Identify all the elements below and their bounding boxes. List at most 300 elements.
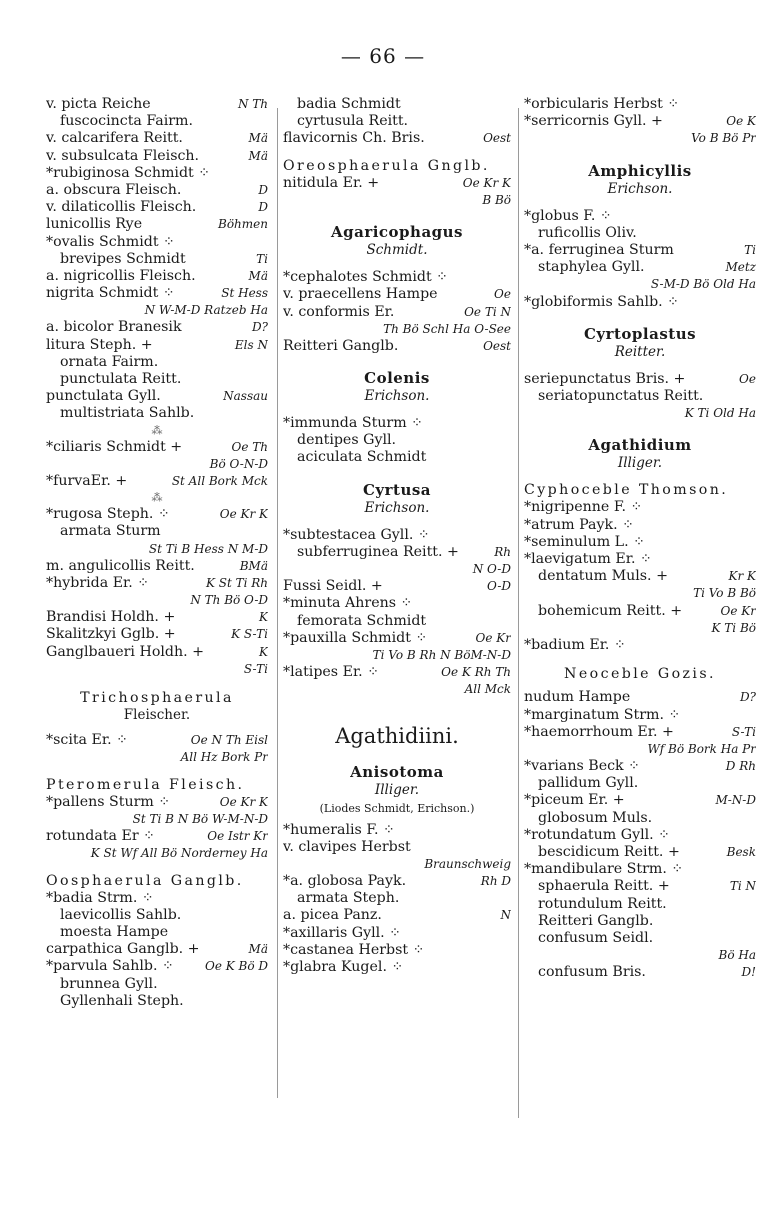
column-3 xyxy=(524,96,756,982)
species-name: femorata Schmidt xyxy=(297,612,427,629)
species-entry xyxy=(283,130,511,147)
species-entry xyxy=(46,924,268,941)
species-entry xyxy=(283,192,511,209)
species-name: seriatopunctatus Reitt. xyxy=(538,387,704,404)
entry-group xyxy=(283,96,511,148)
species-entry xyxy=(46,182,268,199)
species-entry xyxy=(283,822,511,839)
species-entry xyxy=(46,439,268,456)
species-entry xyxy=(46,732,268,749)
species-name: *humeralis F. ⁘ xyxy=(283,821,395,838)
species-name: *varians Beck ⁘ xyxy=(524,758,641,775)
species-entry xyxy=(524,947,756,964)
species-entry xyxy=(46,976,268,993)
distribution-code: K Ti Old Ha xyxy=(684,406,756,421)
species-entry xyxy=(283,925,511,942)
genus-heading: Neoceble Gozis. xyxy=(564,666,716,683)
entry-group xyxy=(283,527,511,699)
species-entry xyxy=(283,647,511,664)
species-name: ornata Fairm. xyxy=(60,353,159,370)
species-entry xyxy=(46,388,268,405)
genus-title: Colenis xyxy=(364,369,430,388)
species-entry xyxy=(46,941,268,958)
species-entry xyxy=(46,626,268,643)
species-name: a. obscura Fleisch. xyxy=(46,181,182,198)
species-name: *rubiginosa Schmidt ⁘ xyxy=(46,164,211,181)
distribution-code: Böhmen xyxy=(218,217,268,232)
species-entry xyxy=(46,268,268,285)
species-entry xyxy=(46,794,268,811)
species-entry xyxy=(46,993,268,1010)
species-entry xyxy=(283,527,511,544)
species-entry xyxy=(524,620,756,637)
species-name: bohemicum Reitt. + xyxy=(538,602,683,619)
column-rule-left xyxy=(277,108,278,1098)
genus-author: Reitter. xyxy=(614,343,666,360)
distribution-code: M-N-D xyxy=(715,793,756,808)
species-entry xyxy=(46,199,268,216)
species-name: fuscocincta Fairm. xyxy=(60,113,194,130)
species-entry xyxy=(46,890,268,907)
species-name: flavicornis Ch. Bris. xyxy=(283,130,425,147)
distribution-code: D? xyxy=(739,690,756,705)
species-name: *piceum Er. + xyxy=(524,792,625,809)
species-entry xyxy=(283,321,511,338)
species-name: sphaerula Reitt. + xyxy=(538,878,670,895)
species-entry xyxy=(46,958,268,975)
species-name: *globiformis Sahlb. ⁘ xyxy=(524,293,680,310)
species-entry xyxy=(524,517,756,534)
species-name: Fussi Seidl. + xyxy=(283,578,383,595)
species-entry xyxy=(46,506,268,523)
species-name: armata Steph. xyxy=(297,890,400,907)
distribution-code: O-D xyxy=(487,579,511,594)
species-entry xyxy=(283,942,511,959)
species-entry xyxy=(46,251,268,268)
species-entry xyxy=(46,216,268,233)
species-entry xyxy=(524,388,756,405)
species-entry xyxy=(46,828,268,845)
species-entry xyxy=(283,415,511,432)
distribution-code: S-Ti xyxy=(731,724,756,739)
species-name: m. angulicollis Reitt. xyxy=(46,557,195,574)
species-name: *subtestacea Gyll. ⁘ xyxy=(283,526,430,543)
species-entry xyxy=(524,130,756,147)
species-name: v. dilaticollis Fleisch. xyxy=(46,199,197,216)
species-entry xyxy=(46,165,268,182)
species-name: *latipes Er. ⁘ xyxy=(283,664,380,681)
distribution-code: Oe Th xyxy=(231,439,268,454)
species-name: nigrita Schmidt ⁘ xyxy=(46,285,175,302)
species-entry xyxy=(46,811,268,828)
species-name: Gyllenhali Steph. xyxy=(60,992,184,1009)
separator-asterism: ⁂ xyxy=(151,423,163,437)
species-entry xyxy=(524,113,756,130)
species-name: bescidicum Reitt. + xyxy=(538,844,680,861)
distribution-code: Kr K xyxy=(728,569,756,584)
genus-author: Erichson. xyxy=(364,388,430,405)
distribution-code: Th Bö Schl Ha O-See xyxy=(383,321,511,336)
distribution-code: Mä xyxy=(248,268,268,283)
species-name: dentipes Gyll. xyxy=(297,432,397,449)
species-entry xyxy=(283,338,511,355)
species-entry xyxy=(524,741,756,758)
species-name: brevipes Schmidt xyxy=(60,250,186,267)
species-name: moesta Hampe xyxy=(60,924,169,941)
genus-author: Fleischer. xyxy=(123,707,191,724)
distribution-code: St Hess xyxy=(221,286,268,301)
species-entry xyxy=(283,681,511,698)
species-entry xyxy=(46,558,268,575)
species-name: *scita Er. ⁘ xyxy=(46,732,129,749)
distribution-code: Mä xyxy=(248,131,268,146)
species-entry xyxy=(46,371,268,388)
species-name: *rugosa Steph. ⁘ xyxy=(46,506,170,523)
species-name: *furvaEr. + xyxy=(46,472,128,489)
distribution-code: Ti N xyxy=(729,879,756,894)
species-entry xyxy=(283,269,511,286)
genus-author: Erichson. xyxy=(364,499,430,516)
distribution-code: D Rh xyxy=(725,759,756,774)
species-name: *marginatum Strm. ⁘ xyxy=(524,706,681,723)
species-entry xyxy=(524,810,756,827)
page-number: — 66 — xyxy=(340,44,426,68)
entry-group xyxy=(283,175,511,209)
distribution-code: Oe K xyxy=(726,114,756,129)
species-entry xyxy=(46,661,268,678)
genus-author: Schmidt. xyxy=(366,242,428,259)
species-entry xyxy=(524,861,756,878)
species-entry xyxy=(524,637,756,654)
distribution-code: Oest xyxy=(483,131,511,146)
distribution-code: Rh xyxy=(494,544,511,559)
species-name: v. conformis Er. xyxy=(283,303,395,320)
distribution-code: K xyxy=(259,610,268,625)
species-name: badia Schmidt xyxy=(297,96,401,112)
genus-author: Illiger. xyxy=(617,455,663,472)
distribution-code: N O-D xyxy=(472,562,511,577)
species-name: Skalitzkyi Gglb. + xyxy=(46,626,176,643)
distribution-code: Oe Kr K xyxy=(462,175,511,190)
species-name: pallidum Gyll. xyxy=(538,775,639,792)
distribution-code: Wf Bö Bork Ha Pr xyxy=(647,741,756,756)
species-entry xyxy=(524,96,756,113)
entry-group xyxy=(524,689,756,981)
species-name: brunnea Gyll. xyxy=(60,975,158,992)
species-entry xyxy=(46,523,268,540)
species-name: *a. globosa Payk. xyxy=(283,873,407,890)
species-name: *mandibulare Strm. ⁘ xyxy=(524,861,684,878)
distribution-code: BMä xyxy=(239,558,268,573)
distribution-code: Ti Vo B Bö xyxy=(693,586,756,601)
distribution-code: Ti xyxy=(744,242,756,257)
species-name: Brandisi Holdh. + xyxy=(46,609,176,626)
species-name: a. nigricollis Fleisch. xyxy=(46,267,196,284)
species-entry xyxy=(46,319,268,336)
species-name: Reitteri Ganglb. xyxy=(538,912,654,929)
distribution-code: Oe Kr K xyxy=(219,507,268,522)
genus-title: Cyrtoplastus xyxy=(583,324,697,343)
species-entry xyxy=(524,534,756,551)
genus-heading: Trichosphaerula xyxy=(80,690,234,706)
species-entry xyxy=(524,827,756,844)
species-entry xyxy=(524,896,756,913)
distribution-code: Els N xyxy=(234,337,268,352)
species-entry xyxy=(46,845,268,862)
species-name: v. subsulcata Fleisch. xyxy=(46,147,200,164)
species-entry xyxy=(46,130,268,147)
entry-group xyxy=(524,96,756,148)
species-name: nudum Hampe xyxy=(524,689,631,706)
species-name: *nigripenne F. ⁘ xyxy=(524,499,643,516)
species-entry xyxy=(283,578,511,595)
species-name: *ovalis Schmidt ⁘ xyxy=(46,233,175,250)
tribe-title: Agathidiini. xyxy=(335,723,459,748)
species-name: v. calcarifera Reitt. xyxy=(46,130,183,147)
species-entry xyxy=(524,964,756,981)
species-entry xyxy=(524,689,756,706)
species-entry xyxy=(46,575,268,592)
species-name: v. picta Reiche xyxy=(46,96,151,112)
species-name: lunicollis Rye xyxy=(46,216,143,233)
species-name: litura Steph. + xyxy=(46,336,153,353)
species-entry xyxy=(283,873,511,890)
species-name: Reitteri Ganglb. xyxy=(283,337,399,354)
species-entry xyxy=(46,354,268,371)
species-entry xyxy=(524,208,756,225)
species-entry xyxy=(524,603,756,620)
distribution-code: K xyxy=(259,644,268,659)
species-name: *hybrida Er. ⁘ xyxy=(46,574,150,591)
species-entry xyxy=(46,609,268,626)
species-entry xyxy=(524,568,756,585)
species-entry xyxy=(46,148,268,165)
species-entry xyxy=(524,775,756,792)
species-entry xyxy=(524,276,756,293)
species-entry xyxy=(524,371,756,388)
distribution-code: K St Ti Rh xyxy=(205,575,268,590)
species-name: *rotundatum Gyll. ⁘ xyxy=(524,826,671,843)
species-entry xyxy=(283,630,511,647)
entry-group xyxy=(46,96,268,423)
species-name: *laevigatum Er. ⁘ xyxy=(524,551,652,568)
distribution-code: Ti Vo B Rh N BöM-N-D xyxy=(372,647,511,662)
distribution-code: N Th Bö O-D xyxy=(190,593,268,608)
species-entry xyxy=(46,456,268,473)
distribution-code: Mä xyxy=(248,942,268,957)
distribution-code: Oe K Bö D xyxy=(204,959,268,974)
species-entry xyxy=(524,758,756,775)
entry-group xyxy=(46,794,268,863)
distribution-code: S-M-D Bö Old Ha xyxy=(650,277,756,292)
entry-group xyxy=(283,415,511,467)
species-name: *seminulum L. ⁘ xyxy=(524,533,646,550)
column-1 xyxy=(46,96,268,1010)
species-name: v. clavipes Herbst xyxy=(283,838,411,855)
species-name: rotundulum Reitt. xyxy=(538,895,667,912)
species-entry xyxy=(283,432,511,449)
distribution-code: B Bö xyxy=(482,192,511,207)
genus-title: Agathidium xyxy=(588,436,692,455)
distribution-code: Mä xyxy=(248,148,268,163)
species-entry xyxy=(283,959,511,976)
species-entry xyxy=(524,405,756,422)
distribution-code: St Ti B Hess N M-D xyxy=(148,541,268,556)
entry-group xyxy=(46,439,268,491)
species-entry xyxy=(46,96,268,113)
species-entry xyxy=(46,907,268,924)
species-entry xyxy=(283,839,511,856)
species-name: *pauxilla Schmidt ⁘ xyxy=(283,629,428,646)
species-name: cyrtusula Reitt. xyxy=(297,113,409,130)
species-entry xyxy=(283,175,511,192)
genus-author: Erichson. xyxy=(607,180,673,197)
species-name: a. picea Panz. xyxy=(283,907,382,924)
species-entry xyxy=(283,561,511,578)
species-entry xyxy=(524,551,756,568)
entry-group xyxy=(524,499,756,654)
species-entry xyxy=(524,499,756,516)
species-name: ruficollis Oliv. xyxy=(538,224,637,241)
distribution-code: Vo B Bö Pr xyxy=(691,131,756,146)
distribution-code: K Ti Bö xyxy=(711,620,756,635)
column-2 xyxy=(283,96,511,976)
species-name: *parvula Sahlb. ⁘ xyxy=(46,958,174,975)
species-entry xyxy=(46,113,268,130)
species-name: *a. ferruginea Sturm xyxy=(524,241,674,258)
species-entry xyxy=(46,234,268,251)
genus-heading: Oosphaerula Ganglb. xyxy=(46,872,244,889)
genus-author: Illiger. xyxy=(374,781,420,798)
species-name: laevicollis Sahlb. xyxy=(60,906,182,923)
genus-heading: Oreosphaerula Gnglb. xyxy=(283,157,490,174)
entry-group xyxy=(283,269,511,355)
species-entry xyxy=(524,724,756,741)
species-entry xyxy=(283,595,511,612)
species-entry xyxy=(46,541,268,558)
distribution-code: Oe Ti N xyxy=(464,304,511,319)
species-entry xyxy=(283,286,511,303)
species-name: a. bicolor Branesik xyxy=(46,319,182,336)
distribution-code: Oe xyxy=(494,287,511,302)
species-entry xyxy=(283,890,511,907)
distribution-code: D xyxy=(258,200,268,215)
species-name: *badia Strm. ⁘ xyxy=(46,889,154,906)
species-entry xyxy=(283,907,511,924)
genus-title: Anisotoma xyxy=(350,762,444,781)
distribution-code: Oest xyxy=(483,338,511,353)
distribution-code: St Ti B N Bö W-M-N-D xyxy=(132,811,268,826)
species-name: staphylea Gyll. xyxy=(538,259,645,276)
species-entry xyxy=(283,449,511,466)
species-name: subferruginea Reitt. + xyxy=(297,543,459,560)
species-name: armata Sturm xyxy=(60,523,161,540)
species-name: seriepunctatus Bris. + xyxy=(524,370,686,387)
distribution-code: Nassau xyxy=(223,389,268,404)
genus-heading: Pteromerula Fleisch. xyxy=(46,776,245,793)
species-name: *atrum Payk. ⁘ xyxy=(524,516,635,533)
distribution-code: Bö O-N-D xyxy=(209,456,268,471)
entry-group xyxy=(524,208,756,311)
species-entry xyxy=(46,592,268,609)
distribution-code: S-Ti xyxy=(243,661,268,676)
species-entry xyxy=(524,792,756,809)
species-entry xyxy=(524,585,756,602)
species-entry xyxy=(46,473,268,490)
synonym-note: (Liodes Schmidt, Erichson.) xyxy=(319,801,475,815)
species-entry xyxy=(46,285,268,302)
species-name: *glabra Kugel. ⁘ xyxy=(283,959,404,976)
distribution-code: D! xyxy=(741,965,756,980)
distribution-code: Ti xyxy=(256,251,268,266)
species-entry xyxy=(524,707,756,724)
distribution-code: All Mck xyxy=(464,682,511,697)
genus-title: Agaricophagus xyxy=(330,223,464,242)
species-entry xyxy=(46,337,268,354)
species-entry xyxy=(524,259,756,276)
distribution-code: Rh D xyxy=(480,874,511,889)
distribution-code: St All Bork Mck xyxy=(171,473,268,488)
species-entry xyxy=(46,302,268,319)
species-name: carpathica Ganglb. + xyxy=(46,941,200,958)
species-entry xyxy=(524,225,756,242)
species-entry xyxy=(283,664,511,681)
distribution-code: K St Wf All Bö Norderney Ha xyxy=(90,846,268,861)
entry-group xyxy=(46,890,268,1010)
distribution-code: K S-Ti xyxy=(231,627,268,642)
distribution-code: Bö Ha xyxy=(718,948,756,963)
species-name: punctulata Gyll. xyxy=(46,388,161,405)
separator-asterism: ⁂ xyxy=(151,491,163,505)
species-name: *minuta Ahrens ⁘ xyxy=(283,595,413,612)
species-name: dentatum Muls. + xyxy=(538,568,668,585)
entry-group xyxy=(46,732,268,766)
species-entry xyxy=(283,96,511,113)
genus-title: Amphicyllis xyxy=(588,161,692,180)
species-entry xyxy=(283,113,511,130)
species-entry xyxy=(283,613,511,630)
species-name: nitidula Er. + xyxy=(283,174,380,191)
species-entry xyxy=(524,294,756,311)
distribution-code: Metz xyxy=(725,260,756,275)
distribution-code: D xyxy=(258,182,268,197)
distribution-code: Oe xyxy=(739,371,756,386)
species-name: multistriata Sahlb. xyxy=(60,405,195,422)
species-name: *badium Er. ⁘ xyxy=(524,636,626,653)
species-entry xyxy=(524,844,756,861)
distribution-code: Braunschweig xyxy=(424,856,511,871)
genus-title: Cyrtusa xyxy=(362,480,432,499)
species-name: *orbicularis Herbst ⁘ xyxy=(524,96,680,112)
distribution-code: Oe Kr xyxy=(475,630,511,645)
species-name: rotundata Er ⁘ xyxy=(46,828,156,845)
species-name: *pallens Sturm ⁘ xyxy=(46,793,171,810)
distribution-code: N Th xyxy=(237,97,268,111)
species-entry xyxy=(524,930,756,947)
species-name: Ganglbaueri Holdh. + xyxy=(46,643,205,660)
species-entry xyxy=(524,913,756,930)
species-name: *ciliaris Schmidt + xyxy=(46,438,183,455)
species-name: confusum Seidl. xyxy=(538,929,654,946)
species-entry xyxy=(524,878,756,895)
entry-group xyxy=(46,506,268,678)
species-entry xyxy=(283,304,511,321)
distribution-code: Oe N Th Eisl xyxy=(190,733,268,748)
species-entry xyxy=(46,644,268,661)
species-name: aciculata Schmidt xyxy=(297,449,427,466)
species-name: *axillaris Gyll. ⁘ xyxy=(283,924,402,941)
species-name: *serricornis Gyll. + xyxy=(524,113,663,130)
